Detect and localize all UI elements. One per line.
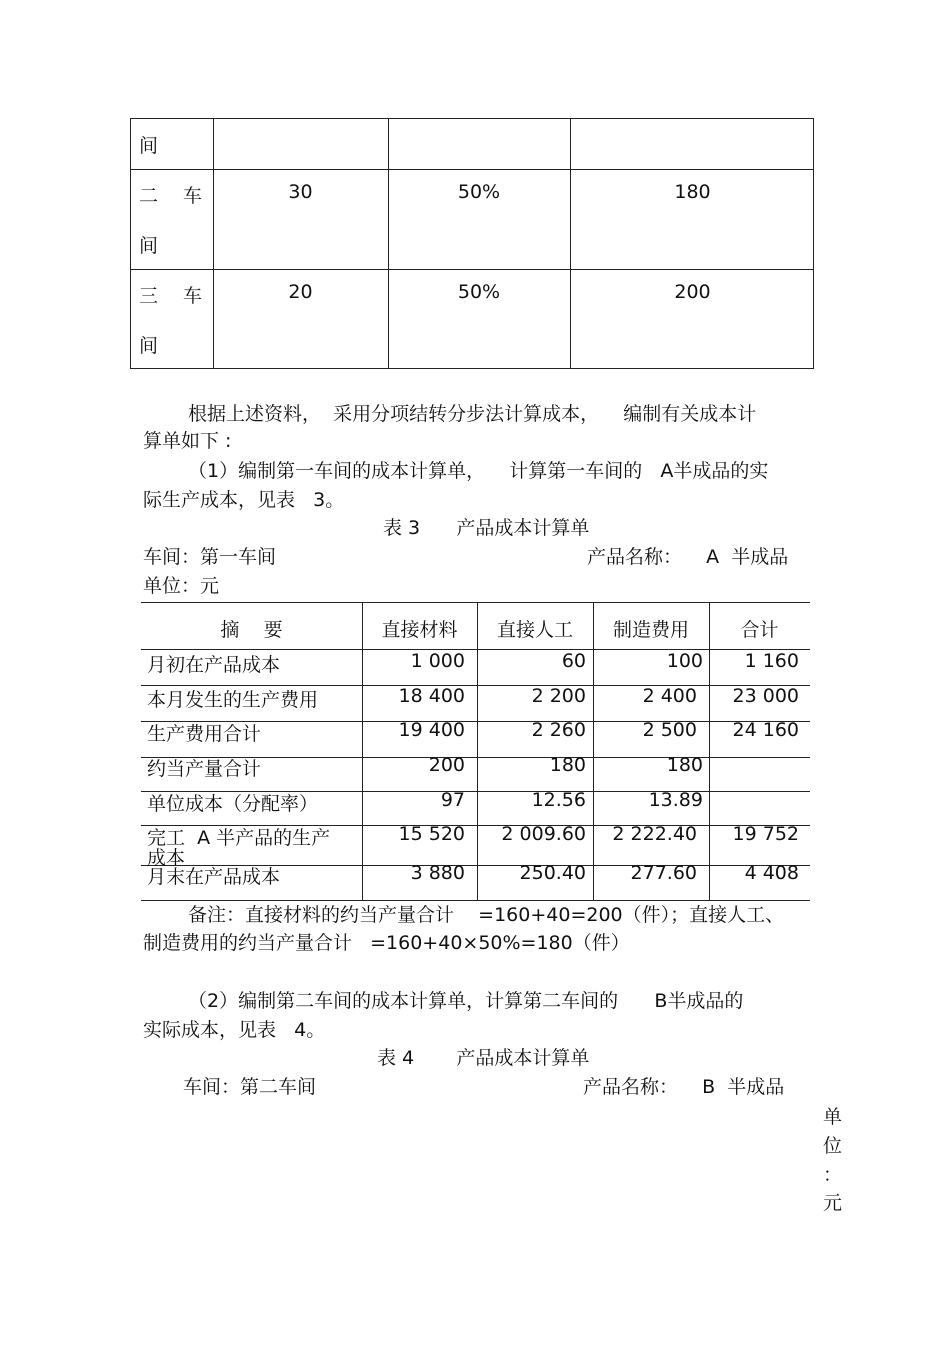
table-cell: 23 000 (732, 685, 799, 707)
column-header: 制造费用 (612, 619, 689, 641)
table-caption: 表 4 产品成本计算单 (377, 1047, 590, 1069)
row-label: 生产费用合计 (147, 723, 262, 745)
table-cell: 200 (674, 281, 711, 303)
column-header: 摘 要 (220, 619, 283, 641)
table-cell: 100 (666, 650, 703, 672)
table-cell: 18 400 (398, 685, 465, 707)
table-cell: 15 520 (398, 823, 465, 845)
column-header: 合计 (740, 619, 779, 641)
unit-label-char: 元 (823, 1192, 843, 1214)
paragraph: 际生产成本，见表 3。 (143, 489, 345, 511)
table-cell: 180 (666, 754, 703, 776)
workshop-table (130, 118, 814, 369)
row-label: 三 (139, 285, 159, 307)
table-row (131, 269, 813, 369)
table-cell: 19 400 (398, 719, 465, 741)
table-cell: 30 (288, 181, 313, 203)
table-divider (362, 603, 363, 900)
table-cell: 20 (288, 281, 313, 303)
table-cell: 180 (674, 181, 711, 203)
table-cell: 180 (549, 754, 586, 776)
note-text: 备注：直接材料的约当产量合计 =160+40=200（件）；直接人工、 (188, 904, 785, 926)
workshop-label: 车间：第二车间 (183, 1076, 317, 1098)
row-label: 间 (139, 135, 159, 157)
cost-table (141, 602, 810, 901)
table-cell: 12.56 (531, 789, 586, 811)
table-cell: 50% (457, 181, 501, 203)
row-label: 完工 A 半产品的生产 (147, 827, 331, 849)
table-cell: 2 260 (531, 719, 586, 741)
row-label: 二 (139, 185, 159, 207)
table-cell: 200 (428, 754, 465, 776)
table-cell: 2 400 (642, 685, 697, 707)
row-label: 单位成本（分配率） (147, 793, 319, 815)
paragraph: （2）编制第二车间的成本计算单，计算第二车间的 B半成品的 (188, 990, 744, 1012)
row-label: 间 (139, 335, 159, 357)
table-cell: 2 222.40 (612, 823, 697, 845)
paragraph: （1）编制第一车间的成本计算单， 计算第一车间的 A半成品的实 (188, 460, 769, 482)
table-cell: 2 500 (642, 719, 697, 741)
row-label: 车 (183, 185, 203, 207)
table-cell: 250.40 (519, 862, 586, 884)
table-cell: 13.89 (648, 789, 703, 811)
paragraph: 算单如下 : (143, 430, 232, 452)
table-cell: 2 009.60 (501, 823, 586, 845)
column-header: 直接材料 (381, 619, 458, 641)
table-cell: 1 160 (744, 650, 799, 672)
workshop-label: 车间：第一车间 (143, 546, 277, 568)
table-row (131, 169, 813, 270)
table-cell: 50% (457, 281, 501, 303)
paragraph: 实际成本，见表 4。 (143, 1019, 326, 1041)
row-label: 月初在产品成本 (147, 654, 281, 676)
row-label: 成本 (147, 847, 186, 869)
product-label: 产品名称： A 半成品 (587, 546, 789, 568)
row-label: 约当产量合计 (147, 758, 262, 780)
table-divider (593, 603, 594, 900)
table-divider (477, 603, 478, 900)
table-cell: 277.60 (630, 862, 697, 884)
table-cell: 97 (440, 789, 465, 811)
unit-label-char: ： (823, 1164, 843, 1186)
table-row (131, 119, 813, 170)
paragraph: 根据上述资料， 采用分项结转分步法计算成本， 编制有关成本计 (188, 403, 757, 425)
table-cell: 4 408 (744, 862, 799, 884)
unit-label-char: 单 (823, 1106, 843, 1128)
table-cell: 1 000 (410, 650, 465, 672)
table-caption: 表 3 产品成本计算单 (383, 517, 590, 539)
table-divider (709, 603, 710, 900)
row-label: 车 (183, 285, 203, 307)
table-cell: 24 160 (732, 719, 799, 741)
note-text: 制造费用的约当产量合计 =160+40×50%=180（件） (143, 932, 630, 954)
column-header: 直接人工 (496, 619, 573, 641)
unit-label: 单位：元 (143, 575, 220, 597)
table-cell: 60 (561, 650, 586, 672)
table-cell: 19 752 (732, 823, 799, 845)
row-label: 间 (139, 235, 159, 257)
table-cell: 2 200 (531, 685, 586, 707)
unit-label-char: 位 (823, 1135, 843, 1157)
row-label: 本月发生的生产费用 (147, 689, 319, 711)
row-label: 月末在产品成本 (147, 866, 281, 888)
table-cell: 3 880 (410, 862, 465, 884)
product-label: 产品名称： B 半成品 (583, 1076, 785, 1098)
